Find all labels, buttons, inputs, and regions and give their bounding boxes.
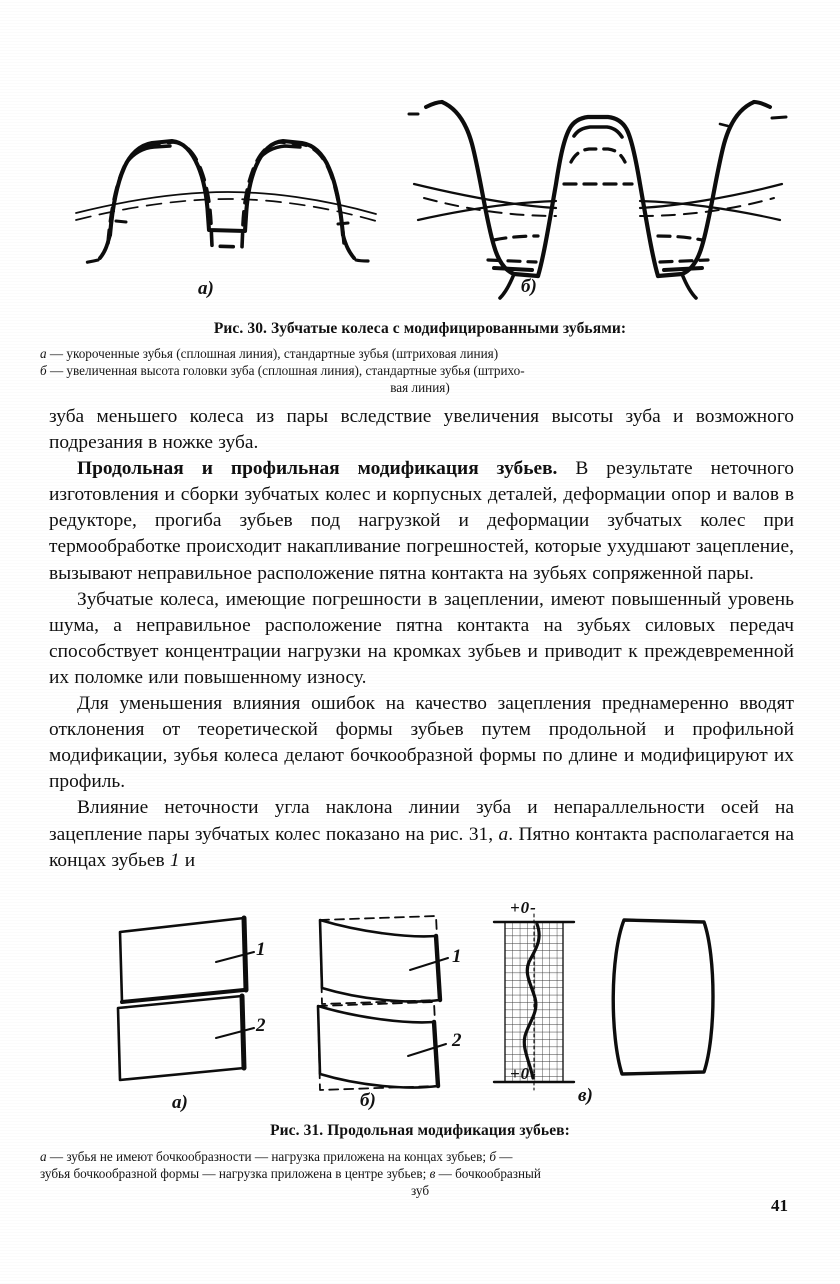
paragraph-2-rest: В результате неточного изготовления и сборки зубчатых колес и корпусных деталей, деформации опор и валов в редукторе, прогиба зубьев под нагрузкой и деформации зубчатых колес при термообработке происходит накапливание погрешностей, которые ухудшают зацепление, вызывают неправильное расположение пятна контакта на зубьях сопряженной пары. [49, 458, 794, 584]
figure-31-caption-text-a: — зубья не имеют бочкообразности — нагрузка приложена на концах зубьев; [46, 1149, 490, 1164]
figure-30-sublabel-b: б) [521, 276, 537, 297]
figure-31-caption-text-b-dash: — [495, 1149, 513, 1164]
figure-31-caption-key-v: в [429, 1165, 436, 1181]
figure-30-sublabel-a: а) [198, 278, 214, 299]
figure-31-caption-key-a: а [40, 1149, 47, 1164]
fig31-part-b [318, 916, 448, 1090]
figure-31-caption-text-b: зубья бочкообразной формы — нагрузка приложена в центре зубьев; [40, 1165, 430, 1181]
paragraph-5-part-b: . Пятно контакта располагается на концах зубьев [49, 823, 794, 871]
figure-31-caption-line-3: зуб [410, 1182, 430, 1198]
fig30-part-b [406, 102, 786, 298]
fig31a-callout-1: 1 [256, 939, 266, 960]
figure-30-caption-key-a: а [40, 346, 47, 361]
paragraph-2-lead: Продольная и профильная модификация зубьев. [77, 458, 558, 480]
fig31b-callout-1: 1 [452, 946, 462, 967]
paragraph-3: Зубчатые колеса, имеющие погрешности в зацеплении, имеют повышенный уровень шума, а неправильное расположение пятна контакта на зубьях силовых передач способствует концентрации нагрузки на кромках зубьев и приводит к преждевременной их поломке или повышенному износу. [49, 588, 794, 688]
figure-31-caption-line-1 [40, 1149, 800, 1166]
fig31-chart-axis-bottom: +0- [510, 1064, 537, 1083]
paragraph-1: зуба меньшего колеса из пары вследствие увеличения высоты зуба и возможного подрезания в ножке зуба. [49, 406, 794, 454]
figure-31-sublabel-b: б) [360, 1090, 376, 1111]
figure-31-sublabel-a: а) [172, 1092, 188, 1113]
figure-31-illustration [0, 890, 840, 1105]
figure-30-caption-title: Рис. 30. Зубчатые колеса с модифицированными зубьями: [213, 320, 627, 337]
figure-30-caption-line-3: вая линия) [390, 379, 450, 395]
figure-30-caption-text-a: — укороченные зубья (сплошная линия), стандартные зубья (штриховая линия) [46, 346, 499, 361]
figure-31-svg [0, 890, 840, 1105]
fig31-part-a [118, 918, 254, 1080]
figure-31-sublabel-v: в) [578, 1085, 593, 1106]
paragraph-5 [49, 795, 794, 873]
figure-31-caption-text-v: — бочкообразный [435, 1165, 541, 1181]
body-text [49, 404, 794, 874]
figure-31-caption-line-2 [40, 1166, 800, 1183]
figure-30-caption-line-1 [40, 346, 800, 363]
figure-30-caption-line-2 [40, 363, 800, 380]
paragraph-2 [49, 456, 794, 586]
paragraph-5-part-a: Влияние неточности угла наклона линии зуба и непараллельности осей на зацепление пары зубчатых колес показано на рис. 31, [49, 797, 794, 845]
paragraph-5-ref-a: а [498, 823, 509, 845]
fig30-part-a [76, 141, 376, 263]
figure-30-caption-key-b: б [40, 362, 47, 378]
figure-31-caption-title: Рис. 31. Продольная модификация зубьев: [270, 1122, 570, 1139]
figure-30-svg [0, 60, 840, 310]
figure-30-illustration [0, 60, 840, 310]
figure-30-caption-text-b: — увеличенная высота головки зуба (сплошная линия), стандартные зубья (штрихо- [46, 362, 525, 378]
fig31-chart-axis-top: +0- [510, 898, 537, 917]
fig31b-callout-2: 2 [452, 1030, 462, 1051]
figure-31-caption [40, 1122, 800, 1200]
fig31a-callout-2: 2 [256, 1015, 266, 1036]
figure-30-caption [40, 320, 800, 397]
fig31-part-v [613, 920, 713, 1074]
figure-31-caption-key-b: б [489, 1149, 496, 1164]
paragraph-5-ref-1: 1 [169, 849, 180, 871]
paragraph-5-part-c: и [179, 849, 196, 871]
paragraph-4: Для уменьшения влияния ошибок на качество зацепления преднамеренно вводят отклонения от теоретической формы зубьев путем продольной и профильной модификации, зубья колеса делают бочкообразной формы по длине и модифицируют их профиль. [49, 693, 794, 793]
page-number: 41 [771, 1196, 788, 1215]
